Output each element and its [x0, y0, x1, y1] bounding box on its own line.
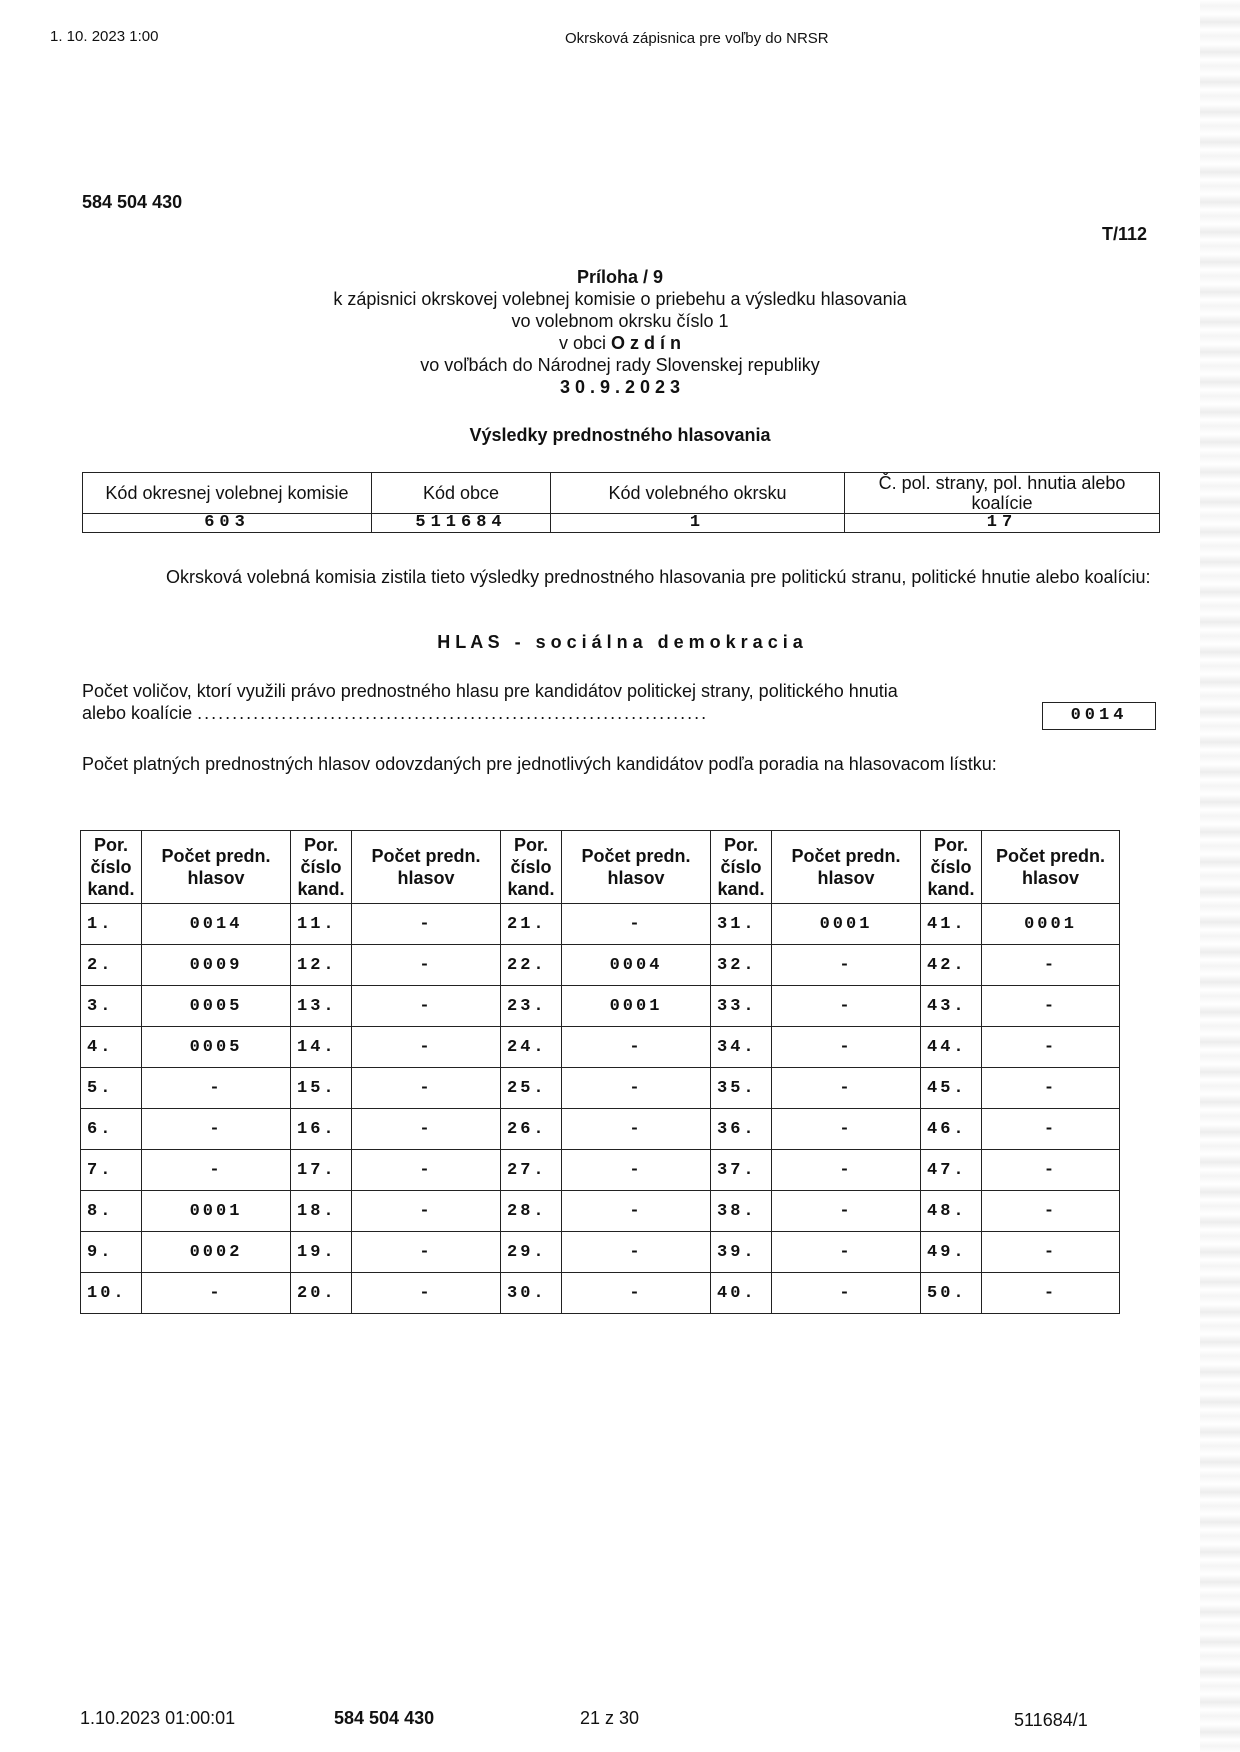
codes-table	[82, 472, 1160, 533]
col-header-num: Por. číslo kand.	[711, 831, 772, 904]
candidate-number-cell: 47.	[921, 1150, 982, 1191]
candidate-number-cell: 49.	[921, 1232, 982, 1273]
col-header-votes: Počet predn. hlasov	[142, 831, 291, 904]
candidate-number-cell: 46.	[921, 1109, 982, 1150]
candidate-number-cell: 50.	[921, 1273, 982, 1314]
col-header-votes: Počet predn. hlasov	[982, 831, 1120, 904]
preferential-votes-cell: -	[982, 1068, 1120, 1109]
candidate-number-cell: 39.	[711, 1232, 772, 1273]
preferential-votes-cell: -	[772, 1232, 921, 1273]
candidate-number-cell: 21.	[501, 904, 562, 945]
candidate-number-cell: 13.	[291, 986, 352, 1027]
candidate-number-cell: 35.	[711, 1068, 772, 1109]
preferential-votes-cell: 0009	[142, 945, 291, 986]
preferential-votes-cell: -	[352, 1027, 501, 1068]
col-header-votes: Počet predn. hlasov	[772, 831, 921, 904]
preferential-votes-cell: -	[352, 904, 501, 945]
valid-votes-label: Počet platných prednostných hlasov odovzdaných pre jednotlivých kandidátov podľa poradia na hlasovacom lístku:	[82, 754, 997, 774]
preferential-votes-cell: -	[982, 1191, 1120, 1232]
voters-count-box: 0014	[1042, 702, 1156, 730]
codes-header-district: Kód okresnej volebnej komisie	[83, 473, 372, 514]
candidate-number-cell: 22.	[501, 945, 562, 986]
intro-text: Okrsková volebná komisia zistila tieto výsledky prednostného hlasovania pre politickú stranu, politické hnutie alebo koalíciu:	[166, 567, 1151, 587]
candidate-number-cell: 20.	[291, 1273, 352, 1314]
preferential-votes-cell: -	[562, 904, 711, 945]
header-title: Okrsková zápisnica pre voľby do NRSR	[565, 30, 829, 47]
town-name: O z d í n	[611, 333, 682, 353]
preferential-votes-cell: -	[562, 1150, 711, 1191]
preferential-votes-cell: -	[352, 1109, 501, 1150]
preferential-votes-cell: 0005	[142, 986, 291, 1027]
preferential-votes-cell: 0001	[142, 1191, 291, 1232]
candidate-number-cell: 24.	[501, 1027, 562, 1068]
preferential-votes-cell: -	[352, 1191, 501, 1232]
preferential-votes-cell: -	[772, 1068, 921, 1109]
preferential-votes-cell: -	[982, 1109, 1120, 1150]
table-row	[81, 986, 1120, 1027]
scan-edge-artifact	[1200, 0, 1240, 1752]
candidate-number-cell: 17.	[291, 1150, 352, 1191]
heading-line-3	[0, 332, 1240, 354]
footer-document-number: 584 504 430	[334, 1708, 435, 1728]
candidate-number-cell: 26.	[501, 1109, 562, 1150]
table-row	[81, 1191, 1120, 1232]
preferential-votes-cell: -	[142, 1273, 291, 1314]
candidate-number-cell: 34.	[711, 1027, 772, 1068]
preferential-votes-cell: -	[562, 1273, 711, 1314]
candidate-number-cell: 6.	[81, 1109, 142, 1150]
candidate-number-cell: 14.	[291, 1027, 352, 1068]
preferential-votes-cell: -	[562, 1027, 711, 1068]
codes-value-municipality: 511684	[372, 514, 551, 533]
votes-table-body	[81, 904, 1120, 1314]
candidate-number-cell: 10.	[81, 1273, 142, 1314]
col-header-num: Por. číslo kand.	[501, 831, 562, 904]
preferential-votes-cell: -	[982, 1232, 1120, 1273]
candidate-number-cell: 7.	[81, 1150, 142, 1191]
candidate-number-cell: 12.	[291, 945, 352, 986]
codes-header-precinct: Kód volebného okrsku	[551, 473, 845, 514]
preferential-votes-cell: -	[982, 1150, 1120, 1191]
table-row	[81, 1109, 1120, 1150]
candidate-number-cell: 36.	[711, 1109, 772, 1150]
heading-line-1: k zápisnici okrskovej volebnej komisie o priebehu a výsledku hlasovania	[333, 289, 907, 309]
codes-value-precinct: 1	[551, 514, 845, 533]
preferential-votes-cell: -	[772, 1109, 921, 1150]
heading-line-2: vo volebnom okrsku číslo 1	[511, 311, 729, 331]
section-title: Výsledky prednostného hlasovania	[469, 425, 771, 445]
codes-value-party: 17	[845, 514, 1160, 533]
header-datetime: 1. 10. 2023 1:00	[50, 28, 159, 45]
candidate-number-cell: 11.	[291, 904, 352, 945]
candidate-number-cell: 2.	[81, 945, 142, 986]
heading-line-3-prefix: v obci	[558, 333, 612, 353]
preferential-votes-cell: -	[562, 1191, 711, 1232]
table-row	[81, 1068, 1120, 1109]
preferential-votes-cell: -	[772, 1273, 921, 1314]
codes-value-district: 603	[83, 514, 372, 533]
candidate-number-cell: 23.	[501, 986, 562, 1027]
col-header-num: Por. číslo kand.	[81, 831, 142, 904]
candidate-number-cell: 16.	[291, 1109, 352, 1150]
candidate-number-cell: 1.	[81, 904, 142, 945]
voters-label-line-1: Počet voličov, ktorí využili právo prednostného hlasu pre kandidátov politickej strany, politického hnutia	[82, 681, 898, 701]
candidate-number-cell: 43.	[921, 986, 982, 1027]
preferential-votes-cell: -	[982, 945, 1120, 986]
preferential-votes-cell: 0002	[142, 1232, 291, 1273]
candidate-number-cell: 33.	[711, 986, 772, 1027]
candidate-number-cell: 37.	[711, 1150, 772, 1191]
preferential-votes-cell: -	[562, 1109, 711, 1150]
col-header-votes: Počet predn. hlasov	[352, 831, 501, 904]
preferential-votes-cell: -	[142, 1109, 291, 1150]
preferential-votes-cell: 0001	[982, 904, 1120, 945]
footer-reference: 511684/1	[1014, 1710, 1088, 1730]
candidate-number-cell: 3.	[81, 986, 142, 1027]
footer-timestamp: 1.10.2023 01:00:01	[80, 1708, 236, 1728]
table-row	[81, 1150, 1120, 1191]
preferential-votes-cell: -	[772, 986, 921, 1027]
candidate-number-cell: 31.	[711, 904, 772, 945]
preferential-votes-cell: 0004	[562, 945, 711, 986]
preferential-votes-cell: -	[352, 1150, 501, 1191]
candidate-number-cell: 8.	[81, 1191, 142, 1232]
document-number: 584 504 430	[82, 192, 183, 212]
preferential-votes-table	[80, 830, 1120, 1314]
voters-label-line-2: alebo koalície	[82, 703, 193, 723]
table-row	[81, 945, 1120, 986]
candidate-number-cell: 19.	[291, 1232, 352, 1273]
preferential-votes-cell: -	[352, 945, 501, 986]
table-row	[81, 1027, 1120, 1068]
leader-dots: .........................................................................	[197, 703, 709, 723]
codes-header-party: Č. pol. strany, pol. hnutia alebo koalície	[845, 473, 1160, 514]
preferential-votes-cell: 0001	[772, 904, 921, 945]
table-row	[81, 1232, 1120, 1273]
candidate-number-cell: 44.	[921, 1027, 982, 1068]
preferential-votes-cell: -	[772, 1150, 921, 1191]
candidate-number-cell: 15.	[291, 1068, 352, 1109]
candidate-number-cell: 4.	[81, 1027, 142, 1068]
table-row	[81, 1273, 1120, 1314]
preferential-votes-cell: -	[562, 1068, 711, 1109]
candidate-number-cell: 25.	[501, 1068, 562, 1109]
appendix-title: Príloha / 9	[576, 267, 664, 287]
preferential-votes-cell: -	[982, 1027, 1120, 1068]
candidate-number-cell: 29.	[501, 1232, 562, 1273]
voters-label	[82, 680, 1002, 724]
candidate-number-cell: 41.	[921, 904, 982, 945]
preferential-votes-cell: -	[352, 986, 501, 1027]
candidate-number-cell: 32.	[711, 945, 772, 986]
preferential-votes-cell: -	[772, 945, 921, 986]
candidate-number-cell: 9.	[81, 1232, 142, 1273]
preferential-votes-cell: -	[352, 1273, 501, 1314]
preferential-votes-cell: -	[142, 1068, 291, 1109]
election-date: 3 0 . 9 . 2 0 2 3	[559, 377, 681, 397]
preferential-votes-cell: -	[352, 1232, 501, 1273]
codes-header-municipality: Kód obce	[372, 473, 551, 514]
candidate-number-cell: 38.	[711, 1191, 772, 1232]
candidate-number-cell: 42.	[921, 945, 982, 986]
preferential-votes-cell: -	[142, 1150, 291, 1191]
candidate-number-cell: 45.	[921, 1068, 982, 1109]
col-header-num: Por. číslo kand.	[921, 831, 982, 904]
preferential-votes-cell: -	[772, 1027, 921, 1068]
candidate-number-cell: 18.	[291, 1191, 352, 1232]
preferential-votes-cell: 0005	[142, 1027, 291, 1068]
candidate-number-cell: 5.	[81, 1068, 142, 1109]
candidate-number-cell: 40.	[711, 1273, 772, 1314]
preferential-votes-cell: -	[982, 1273, 1120, 1314]
heading-line-4: vo voľbách do Národnej rady Slovenskej republiky	[420, 355, 820, 375]
preferential-votes-cell: -	[982, 986, 1120, 1027]
table-row	[81, 904, 1120, 945]
party-name: H L A S - s o c i á l n a d e m o k r a c i a	[437, 632, 803, 652]
preferential-votes-cell: 0014	[142, 904, 291, 945]
col-header-votes: Počet predn. hlasov	[562, 831, 711, 904]
preferential-votes-cell: -	[352, 1068, 501, 1109]
preferential-votes-cell: 0001	[562, 986, 711, 1027]
candidate-number-cell: 30.	[501, 1273, 562, 1314]
footer-page-number: 21 z 30	[580, 1708, 640, 1728]
preferential-votes-cell: -	[772, 1191, 921, 1232]
candidate-number-cell: 27.	[501, 1150, 562, 1191]
heading-block	[0, 266, 1240, 398]
form-code: T/112	[1102, 224, 1148, 244]
col-header-num: Por. číslo kand.	[291, 831, 352, 904]
votes-table-header	[81, 831, 1120, 904]
candidate-number-cell: 28.	[501, 1191, 562, 1232]
candidate-number-cell: 48.	[921, 1191, 982, 1232]
preferential-votes-cell: -	[562, 1232, 711, 1273]
